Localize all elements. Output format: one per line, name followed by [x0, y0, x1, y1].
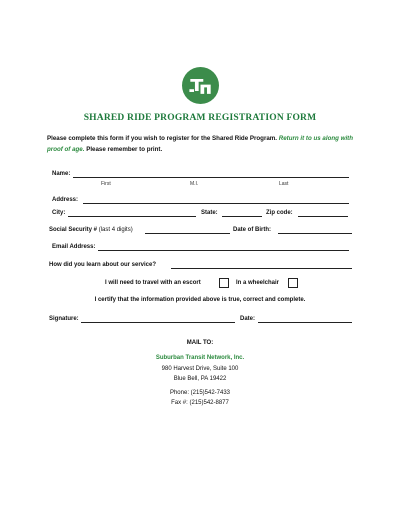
- escort-label: I will need to travel with an escort: [105, 280, 201, 286]
- mail-org: Suburban Transit Network, Inc.: [155, 355, 245, 361]
- name-field[interactable]: [73, 177, 349, 178]
- escort-checkbox[interactable]: [219, 278, 229, 288]
- zip-field[interactable]: [298, 216, 348, 217]
- address-label: Address:: [52, 197, 79, 203]
- learn-field[interactable]: [171, 268, 352, 269]
- dob-label: Date of Birth:: [233, 227, 271, 233]
- certify-text: I certify that the information provided above is true, correct and complete.: [94, 297, 306, 303]
- stn-logo-icon: [182, 67, 219, 104]
- email-label: Email Address:: [52, 244, 96, 250]
- date-field[interactable]: [258, 322, 352, 323]
- mail-fax: Fax #: (215)542-8877: [171, 400, 229, 406]
- wheelchair-label: In a wheelchair: [236, 280, 280, 286]
- mail-phone: Phone: (215)542-7433: [169, 390, 231, 396]
- dob-field[interactable]: [278, 233, 352, 234]
- ssn-label: [49, 227, 133, 233]
- wheelchair-checkbox[interactable]: [288, 278, 298, 288]
- ssn-field[interactable]: [145, 233, 230, 234]
- intro-text-b: Please remember to print.: [86, 145, 163, 153]
- date-label: Date:: [240, 316, 256, 322]
- last-sublabel: Last: [279, 181, 289, 187]
- state-field[interactable]: [222, 216, 262, 217]
- name-label: Name:: [52, 171, 71, 177]
- mail-street: 980 Harvest Drive, Suite 100: [161, 366, 239, 372]
- signature-field[interactable]: [81, 322, 235, 323]
- form-title: SHARED RIDE PROGRAM REGISTRATION FORM: [83, 113, 317, 123]
- intro-text-a: Please complete this form if you wish to register for the Shared Ride Program.: [47, 135, 278, 142]
- city-label: City:: [52, 210, 66, 216]
- ssn-label-text: Social Security #: [49, 227, 98, 233]
- city-field[interactable]: [68, 216, 196, 217]
- mi-sublabel: M.I.: [190, 181, 199, 187]
- signature-label: Signature:: [49, 316, 79, 322]
- intro-text: [47, 134, 357, 155]
- zip-label: Zip code:: [266, 210, 293, 216]
- intro-text-green: Return it to us along with proof of age.: [47, 135, 354, 153]
- first-sublabel: First: [101, 181, 111, 187]
- mail-heading: MAIL TO:: [186, 340, 214, 346]
- mail-city: Blue Bell, PA 19422: [173, 376, 227, 382]
- learn-label: How did you learn about our service?: [49, 262, 157, 268]
- email-field[interactable]: [98, 250, 349, 251]
- ssn-hint: (last 4 digits): [98, 227, 133, 233]
- address-field[interactable]: [83, 203, 349, 204]
- state-label: State:: [201, 210, 218, 216]
